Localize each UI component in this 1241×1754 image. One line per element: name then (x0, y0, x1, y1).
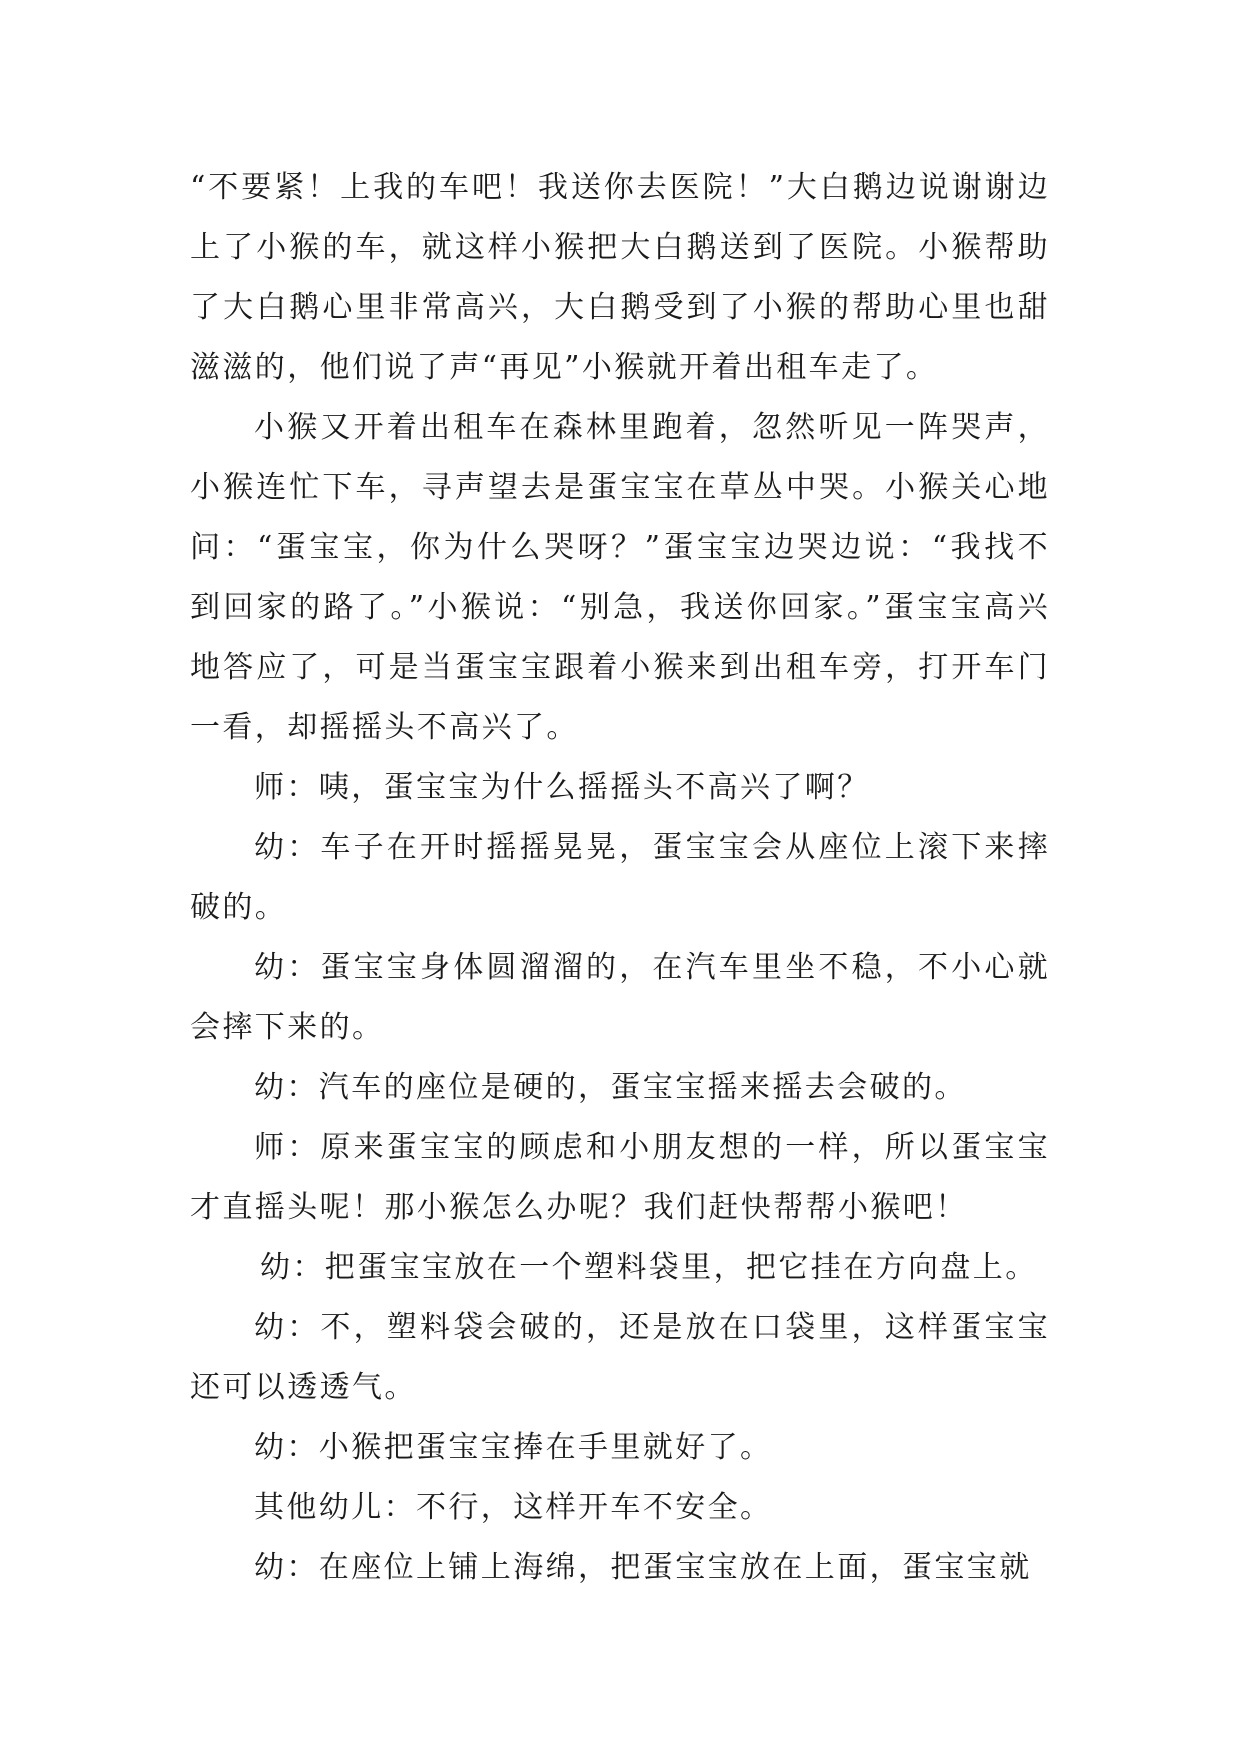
paragraph-story-2: 小猴又开着出租车在森林里跑着，忽然听见一阵哭声，小猴连忙下车，寻声望去是蛋宝宝在草丛中哭。小猴关心地问：“蛋宝宝，你为什么哭呀？”蛋宝宝边哭边说：“我找不到回家的路了。”小猴说：“别急，我送你回家。”蛋宝宝高兴地答应了，可是当蛋宝宝跟着小猴来到出租车旁，打开车门一看，却摇摇头不高兴了。 (190, 410, 1050, 745)
paragraph-other-children: 其他幼儿：不行，这样开车不安全。 (254, 1490, 773, 1525)
document-body (190, 158, 1050, 1598)
paragraph-child-answer-4: 幼：把蛋宝宝放在一个塑料袋里，把它挂在方向盘上。 (260, 1250, 1038, 1285)
paragraph-child-answer-2: 幼：蛋宝宝身体圆溜溜的，在汽车里坐不稳，不小心就会摔下来的。 (190, 950, 1050, 1045)
paragraph-story-1: “不要紧！上我的车吧！我送你去医院！”大白鹅边说谢谢边上了小猴的车，就这样小猴把大白鹅送到了医院。小猴帮助了大白鹅心里非常高兴，大白鹅受到了小猴的帮助心里也甜滋滋的，他们说了声“再见”小猴就开着出租车走了。 (190, 170, 1050, 385)
paragraph-teacher-prompt: 师：原来蛋宝宝的顾虑和小朋友想的一样，所以蛋宝宝才直摇头呢！那小猴怎么办呢？我们赶快帮帮小猴吧！ (190, 1130, 1050, 1225)
paragraph-child-answer-7: 幼：在座位上铺上海绵，把蛋宝宝放在上面，蛋宝宝就 (254, 1550, 1032, 1585)
paragraph-child-answer-5: 幼：不，塑料袋会破的，还是放在口袋里，这样蛋宝宝还可以透透气。 (190, 1310, 1050, 1405)
paragraph-child-answer-3: 幼：汽车的座位是硬的，蛋宝宝摇来摇去会破的。 (254, 1070, 967, 1105)
paragraph-child-answer-6: 幼：小猴把蛋宝宝捧在手里就好了。 (254, 1430, 773, 1465)
paragraph-child-answer-1: 幼：车子在开时摇摇晃晃，蛋宝宝会从座位上滚下来摔破的。 (190, 830, 1050, 925)
paragraph-teacher-question: 师：咦，蛋宝宝为什么摇摇头不高兴了啊？ (254, 770, 870, 805)
